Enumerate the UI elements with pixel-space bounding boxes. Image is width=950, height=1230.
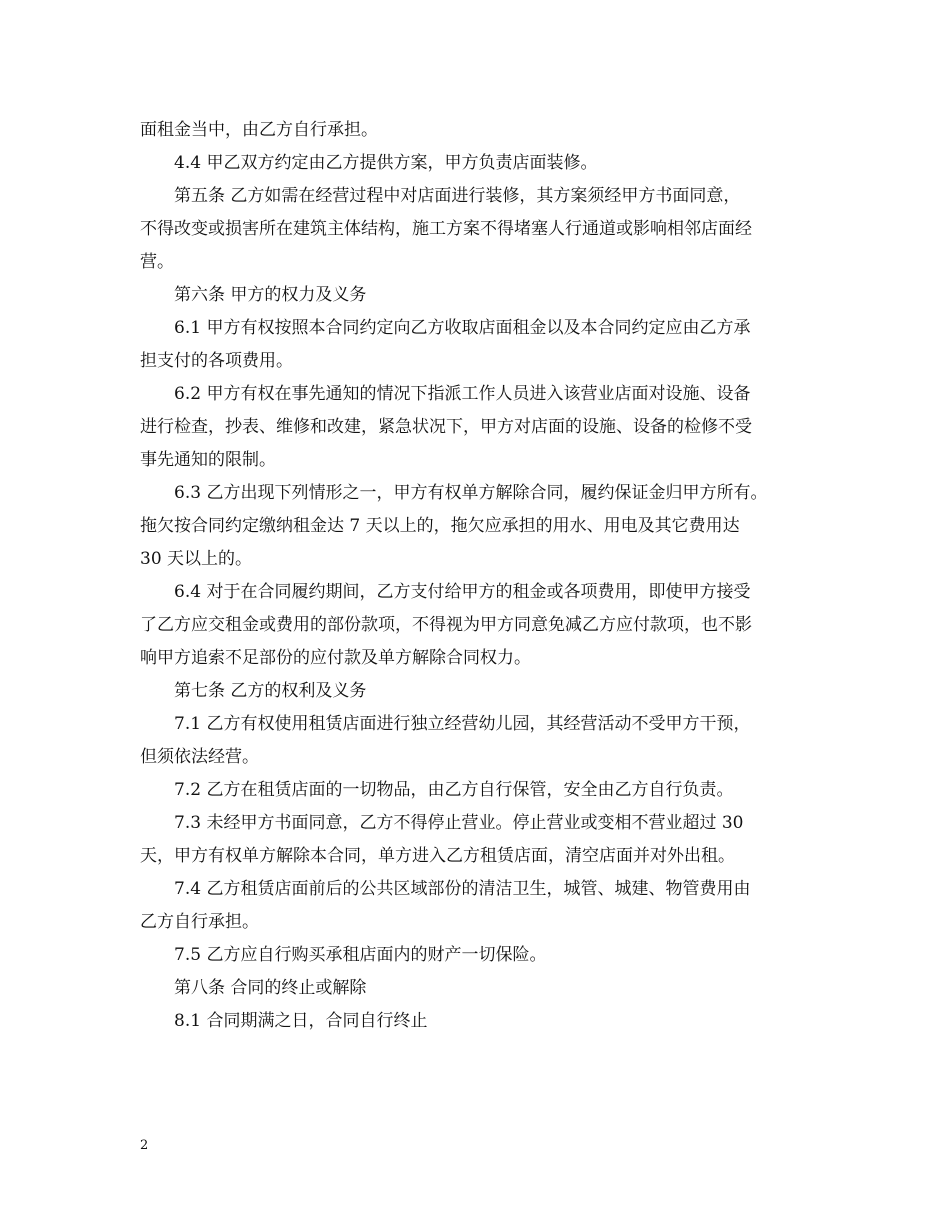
- text-line: 不得改变或损害所在建筑主体结构，施工方案不得堵塞人行通道或影响相邻店面经: [140, 219, 752, 239]
- text-line: 7.4 乙方租赁店面前后的公共区域部份的清洁卫生，城管、城建、物管费用由: [174, 879, 751, 899]
- text-line: 天，甲方有权单方解除本合同，单方进入乙方租赁店面，清空店面并对外出租。: [140, 846, 735, 866]
- text-line: 第五条 乙方如需在经营过程中对店面进行装修，其方案须经甲方书面同意，: [174, 186, 741, 206]
- text-line: 6.4 对于在合同履约期间，乙方支付给甲方的租金或各项费用，即使甲方接受: [174, 582, 751, 602]
- text-line: 响甲方追索不足部份的应付款及单方解除合同权力。: [140, 648, 531, 668]
- text-line: 营。: [140, 252, 174, 272]
- page-number: 2: [140, 1138, 149, 1153]
- text-line: 担支付的各项费用。: [140, 351, 293, 371]
- text-line: 6.1 甲方有权按照本合同约定向乙方收取店面租金以及本合同约定应由乙方承: [174, 318, 751, 338]
- text-line: 6.2 甲方有权在事先通知的情况下指派工作人员进入该营业店面对设施、设备: [174, 384, 751, 404]
- text-line: 拖欠按合同约定缴纳租金达 7 天以上的，拖欠应承担的用水、用电及其它费用达: [140, 516, 740, 536]
- text-line: 乙方自行承担。: [140, 912, 259, 932]
- text-line: 但须依法经营。: [140, 747, 259, 767]
- text-line: 7.1 乙方有权使用租赁店面进行独立经营幼儿园，其经营活动不受甲方干预，: [174, 714, 751, 734]
- text-line: 面租金当中，由乙方自行承担。: [140, 120, 378, 140]
- text-line: 进行检查，抄表、维修和改建，紧急状况下，甲方对店面的设施、设备的检修不受: [140, 417, 752, 437]
- text-line: 7.5 乙方应自行购买承租店面内的财产一切保险。: [174, 945, 547, 965]
- text-line: 事先通知的限制。: [140, 450, 276, 470]
- text-line: 第六条 甲方的权力及义务: [174, 285, 367, 305]
- text-line: 6.3 乙方出现下列情形之一，甲方有权单方解除合同，履约保证金归甲方所有。: [174, 483, 768, 503]
- text-line: 了乙方应交租金或费用的部份款项，不得视为甲方同意免减乙方应付款项，也不影: [140, 615, 752, 635]
- text-line: 7.3 未经甲方书面同意，乙方不得停止营业。停止营业或变相不营业超过 30: [174, 813, 744, 833]
- text-line: 7.2 乙方在租赁店面的一切物品，由乙方自行保管，安全由乙方自行负责。: [174, 780, 734, 800]
- text-line: 第八条 合同的终止或解除: [174, 978, 367, 998]
- text-line: 第七条 乙方的权利及义务: [174, 681, 367, 701]
- contract-body-text: [140, 114, 810, 1038]
- text-line: 4.4 甲乙双方约定由乙方提供方案，甲方负责店面装修。: [174, 153, 598, 173]
- text-line: 30 天以上的。: [140, 549, 253, 569]
- text-line: 8.1 合同期满之日，合同自行终止: [174, 1011, 428, 1031]
